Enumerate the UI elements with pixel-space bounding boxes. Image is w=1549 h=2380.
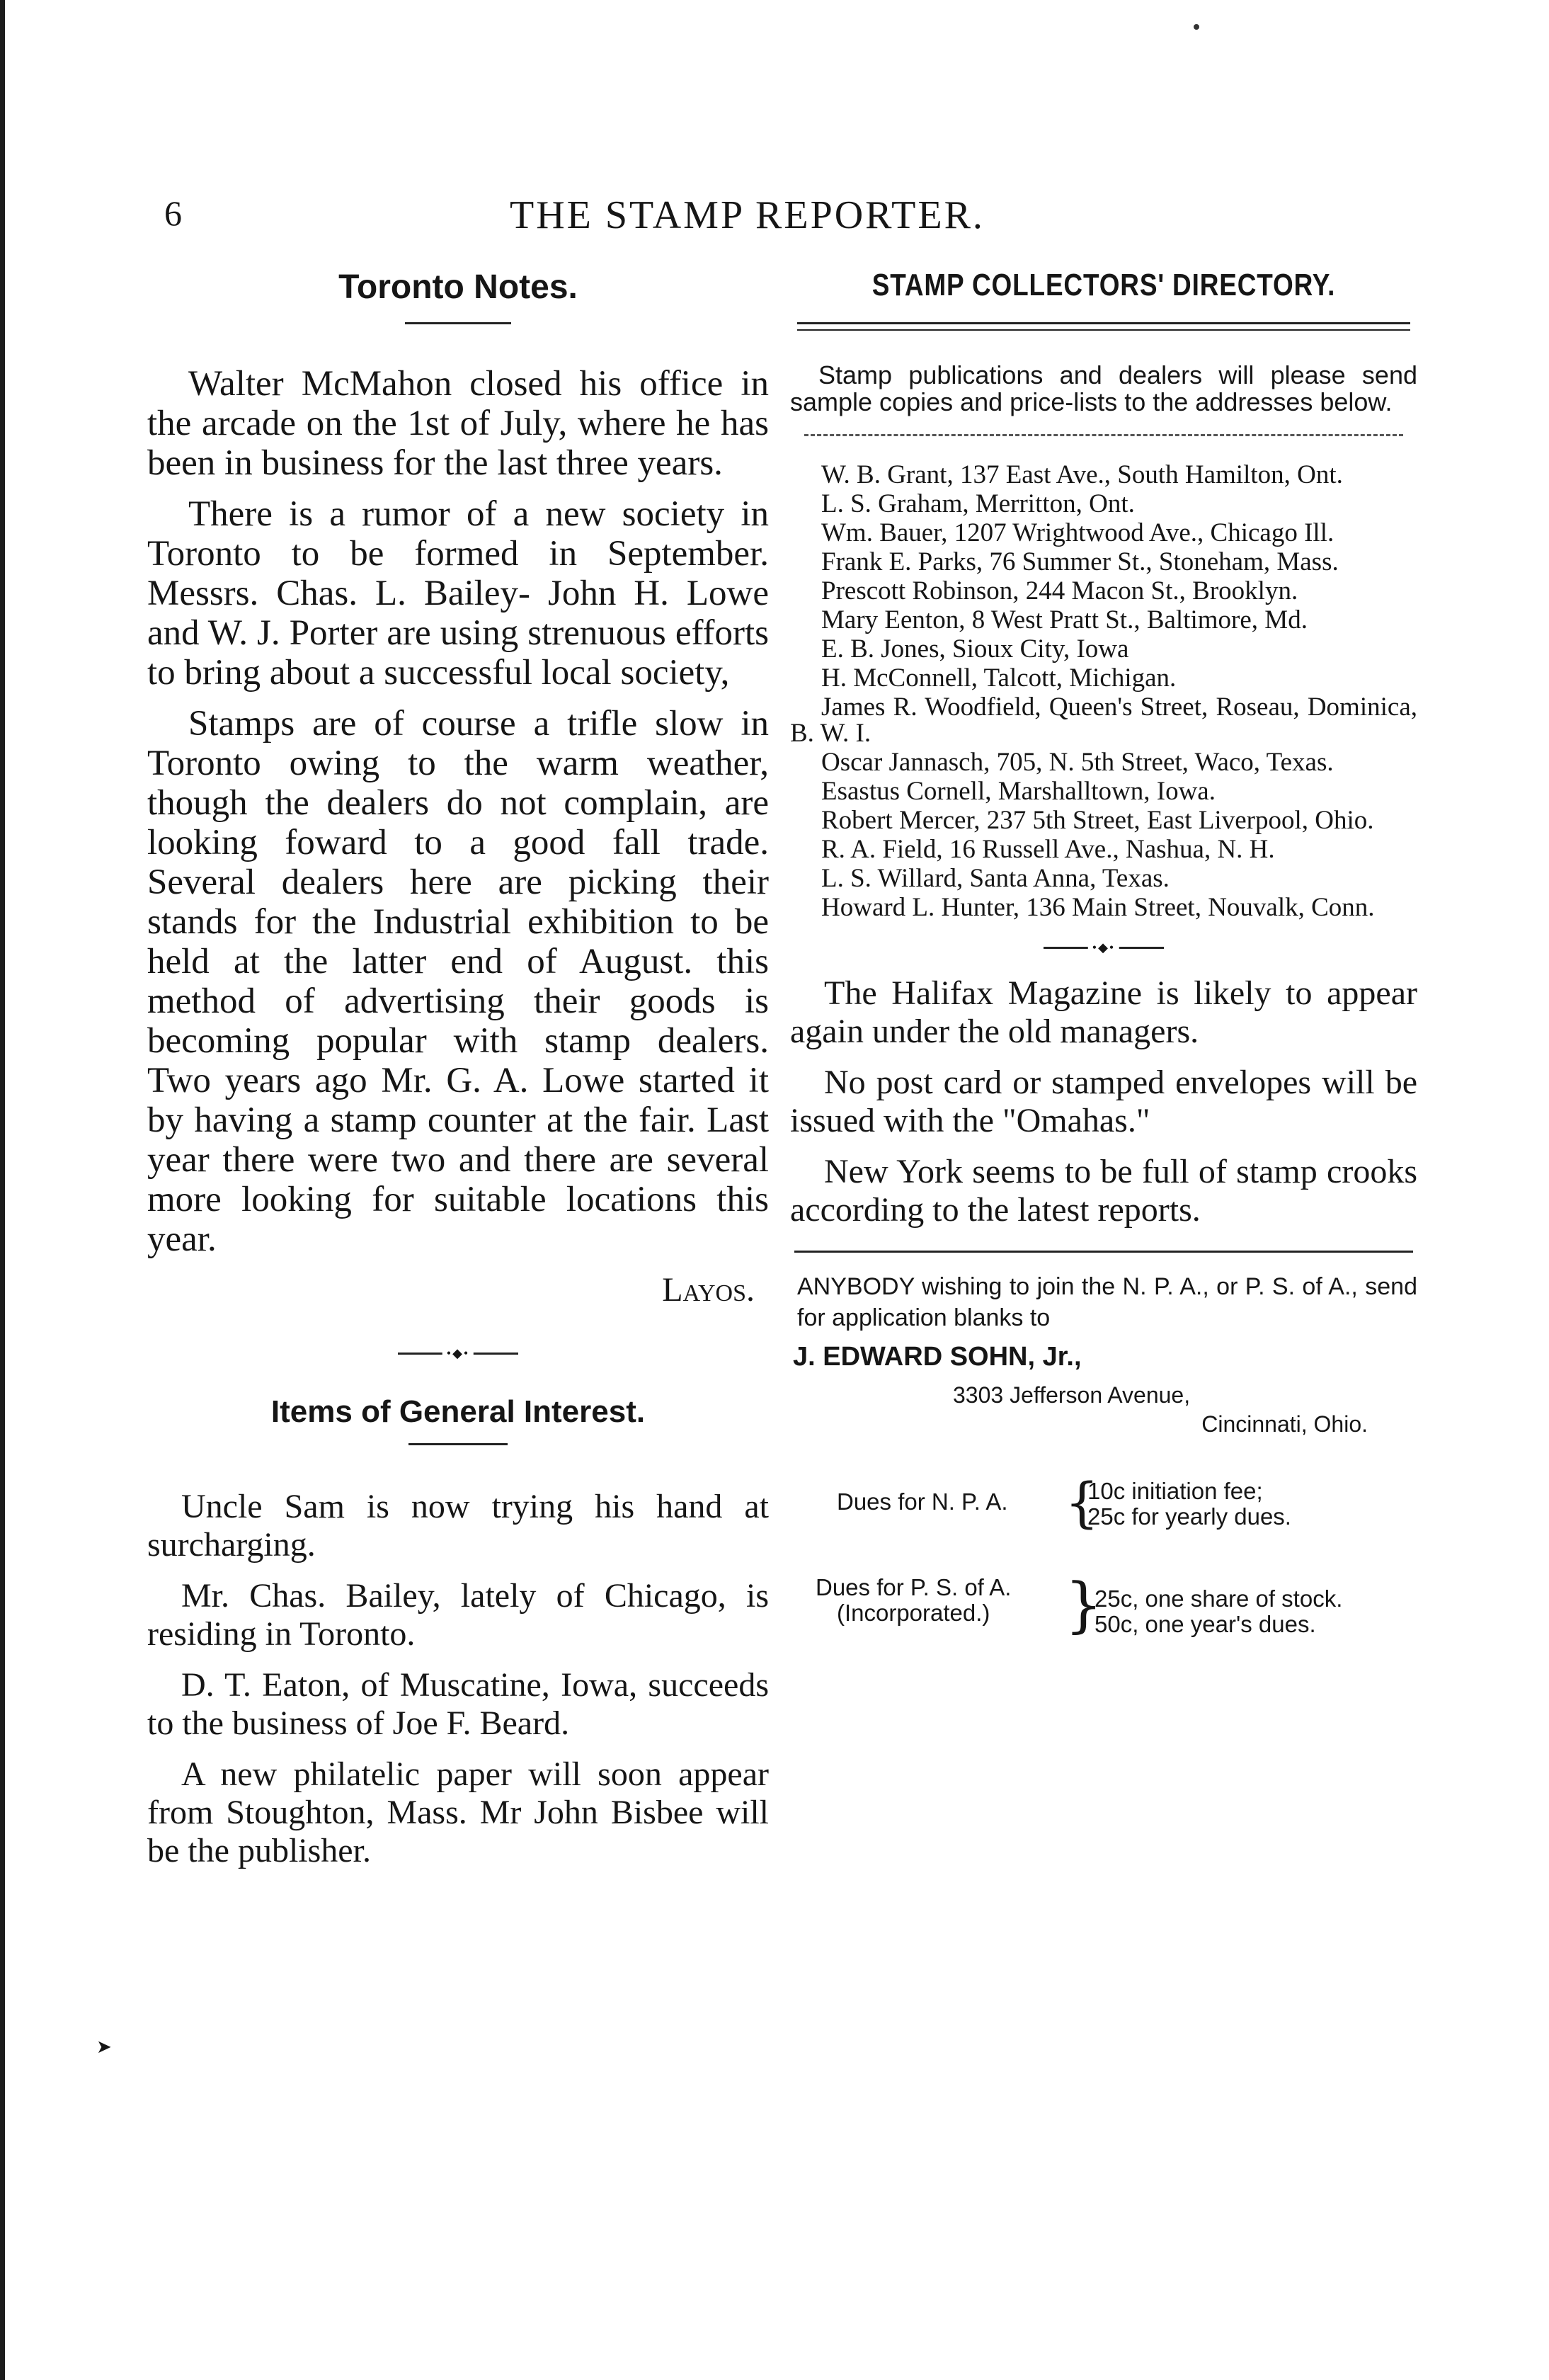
general-item: Mr. Chas. Bailey, lately of Chicago, is residing in Toronto. <box>147 1576 769 1653</box>
npa-dues-label: Dues for N. P. A. <box>837 1488 1008 1515</box>
directory-entry: Oscar Jannasch, 705, N. 5th Street, Waco, Texas. <box>821 747 1334 777</box>
section-divider <box>398 1346 518 1361</box>
brace-glyph: } <box>1065 1569 1103 1639</box>
psa-dues-label-line: (Incorporated.) <box>836 1599 990 1626</box>
general-item: D. T. Eaton, of Muscatine, Iowa, succeeds to the business of Joe F. Beard. <box>147 1666 769 1742</box>
directory-entry: James R. Woodfield, Queen's Street, Roseau, Dominica, B. W. I. <box>790 692 1417 748</box>
directory-title: STAMP COLLECTORS' DIRECTORY. <box>871 268 1336 302</box>
news-item: The Halifax Magazine is likely to appear again under the old managers. <box>790 974 1417 1050</box>
directory-entry: Prescott Robinson, 244 Macon St., Brooklyn. <box>821 576 1298 605</box>
divider-ornament: •◆• <box>442 1348 474 1358</box>
scan-edge <box>0 0 5 2380</box>
news-item: New York seems to be full of stamp crooks according to the latest reports. <box>790 1152 1417 1229</box>
psa-dues-label-line: Dues for P. S. of A. <box>816 1573 1012 1600</box>
notice-rule <box>794 1251 1413 1253</box>
author-signature: Layos. <box>662 1271 755 1309</box>
right-column <box>790 268 1417 1643</box>
psa-fee-stock: 25c, one share of stock. <box>1094 1585 1343 1612</box>
directory-entry: Wm. Bauer, 1207 Wrightwood Ave., Chicago Ill. <box>821 518 1334 547</box>
left-column <box>147 268 769 1883</box>
margin-arrow-icon: ➤ <box>96 2037 112 2058</box>
directory-entry: H. McConnell, Talcott, Michigan. <box>821 663 1177 693</box>
directory-entry: E. B. Jones, Sioux City, Iowa <box>821 634 1129 664</box>
double-rule <box>797 322 1410 331</box>
news-item: No post card or stamped envelopes will be issued with the "Omahas." <box>790 1063 1417 1139</box>
section-divider <box>1044 940 1164 955</box>
title-rule <box>405 322 511 324</box>
title-rule <box>408 1443 508 1445</box>
page-number: 6 <box>164 193 182 233</box>
psa-fee-yearly: 50c, one year's dues. <box>1094 1610 1316 1637</box>
toronto-paragraph: Stamps are of course a trifle slow in Toronto owing to the warm weather, though the dealers do not complain, are looking foward to a good fall trade. Several dealers here are picking their stands for the Industrial exhibition to be held at the latter end of August. this method of advertising their goods is becoming popular with stamp dealers. Two years ago Mr. G. A. Lowe started it by having a stamp counter at the fair. Last year there were two and there are several more looking for suitable locations this year. <box>147 704 769 1260</box>
directory-list <box>790 462 1417 921</box>
contact-city: Cincinnati, Ohio. <box>1201 1411 1368 1437</box>
psa-dues <box>790 1569 1417 1643</box>
directory-entry: L. S. Willard, Santa Anna, Texas. <box>821 863 1170 893</box>
brace-glyph: { <box>1065 1470 1099 1534</box>
directory-intro: Stamp publications and dealers will please send sample copies and price-lists to the addresses below. <box>790 360 1417 416</box>
toronto-paragraph: There is a rumor of a new society in Toronto to be formed in September. Messrs. Chas. L. Bailey- John H. Lowe and W. J. Porter are using strenuous efforts to bring about a successful local society, <box>147 494 769 693</box>
npa-dues <box>790 1470 1417 1535</box>
divider-ornament: •◆• <box>1088 943 1119 952</box>
directory-entry: R. A. Field, 16 Russell Ave., Nashua, N. H. <box>821 834 1275 864</box>
directory-entry: W. B. Grant, 137 East Ave., South Hamilton, Ont. <box>821 460 1343 489</box>
npa-fee-initiation: 10c initiation fee; <box>1087 1477 1263 1504</box>
directory-entry: L. S. Graham, Merritton, Ont. <box>821 489 1135 518</box>
toronto-paragraph: Walter McMahon closed his office in the arcade on the 1st of July, where he has been in business for the last three years. <box>147 364 769 484</box>
general-item: A new philatelic paper will soon appear from Stoughton, Mass. Mr John Bisbee will be the publisher. <box>147 1755 769 1869</box>
general-item: Uncle Sam is now trying his hand at surcharging. <box>147 1487 769 1564</box>
general-interest-title: Items of General Interest. <box>270 1394 646 1430</box>
publication-title: THE STAMP REPORTER. <box>510 193 985 237</box>
toronto-notes-title: Toronto Notes. <box>338 268 578 306</box>
directory-entry: Mary Eenton, 8 West Pratt St., Baltimore, Md. <box>821 605 1308 634</box>
directory-entry: Frank E. Parks, 76 Summer St., Stoneham, Mass. <box>821 547 1339 576</box>
contact-name: J. EDWARD SOHN, Jr., <box>793 1341 1082 1372</box>
npa-fee-yearly: 25c for yearly dues. <box>1087 1503 1291 1530</box>
ink-speck <box>1194 24 1199 30</box>
psa-dues-label <box>816 1575 1011 1626</box>
contact-street: 3303 Jefferson Avenue, <box>953 1382 1191 1408</box>
directory-entry: Robert Mercer, 237 5th Street, East Liverpool, Ohio. <box>821 805 1374 835</box>
npa-dues-values <box>1087 1479 1291 1530</box>
dashed-rule <box>804 434 1403 436</box>
psa-dues-values <box>1094 1586 1342 1637</box>
membership-notice: ANYBODY wishing to join the N. P. A., or P. S. of A., send for application blanks to <box>797 1272 1417 1331</box>
directory-entry: Esastus Cornell, Marshalltown, Iowa. <box>821 776 1216 806</box>
directory-entry: Howard L. Hunter, 136 Main Street, Nouvalk, Conn. <box>821 892 1375 922</box>
